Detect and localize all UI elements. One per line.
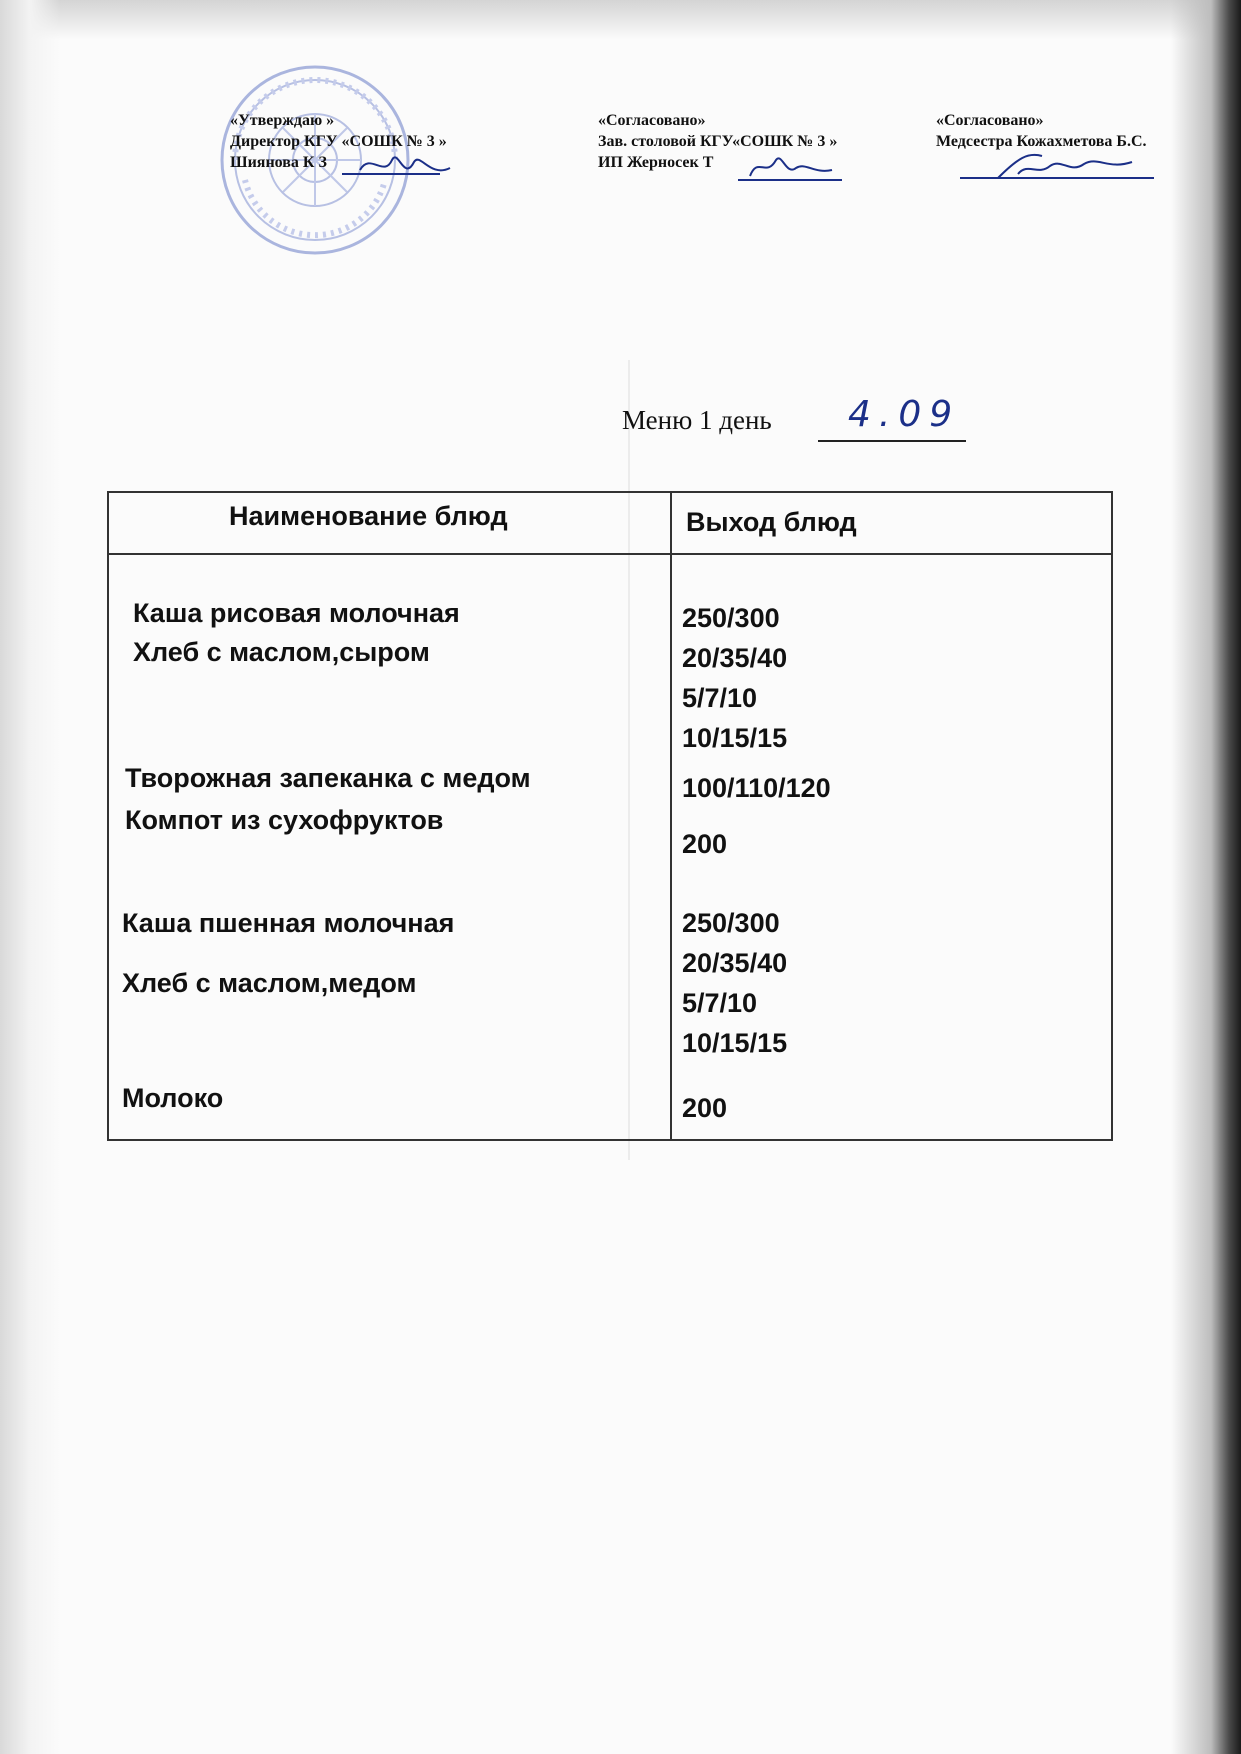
column-divider bbox=[670, 493, 672, 1139]
approval-title: «Согласовано» bbox=[598, 112, 706, 129]
header-dish-name: Наименование блюд bbox=[229, 501, 508, 531]
date-underline bbox=[818, 440, 966, 442]
scan-edge-right bbox=[1171, 0, 1241, 1754]
dish-output: 5/7/10 bbox=[682, 988, 758, 1018]
dish-output: 20/35/40 bbox=[682, 948, 788, 978]
approval-person: Шиянова К З bbox=[230, 154, 327, 171]
scan-edge-top bbox=[0, 0, 1241, 40]
dish-output: 20/35/40 bbox=[682, 643, 788, 673]
menu-table bbox=[107, 491, 1113, 1141]
menu-date-handwritten: 4.09 bbox=[848, 394, 961, 435]
director-signature-icon bbox=[340, 148, 460, 188]
approval-title: «Утверждаю » bbox=[230, 112, 335, 129]
approval-person: ИП Жерносек Т bbox=[598, 154, 714, 171]
approval-nurse bbox=[936, 110, 1147, 152]
header-divider bbox=[109, 553, 1111, 555]
dish-name: Молоко bbox=[122, 1083, 224, 1113]
canteen-signature-icon bbox=[736, 150, 846, 186]
dish-output: 250/300 bbox=[682, 908, 780, 938]
dish-name: Хлеб с маслом,медом bbox=[122, 968, 417, 998]
dish-name: Компот из сухофруктов bbox=[125, 805, 444, 835]
dish-output: 250/300 bbox=[682, 603, 780, 633]
header-output: Выход блюд bbox=[686, 507, 857, 537]
dish-output: 200 bbox=[682, 1093, 728, 1123]
dish-output: 10/15/15 bbox=[682, 723, 788, 753]
dish-output: 200 bbox=[682, 829, 728, 859]
approval-position: Медсестра Кожахметова Б.С. bbox=[936, 133, 1147, 150]
dish-output: 100/110/120 bbox=[682, 773, 831, 803]
dish-name: Творожная запеканка с медом bbox=[125, 763, 531, 793]
dish-name: Каша рисовая молочная bbox=[133, 598, 460, 628]
dish-name: Каша пшенная молочная bbox=[122, 908, 455, 938]
menu-title: Меню 1 день bbox=[622, 405, 772, 435]
dish-name: Хлеб с маслом,сыром bbox=[133, 637, 430, 667]
menu-date-field bbox=[818, 396, 966, 446]
approval-position: Зав. столовой КГУ«СОШК № 3 » bbox=[598, 133, 838, 150]
scan-edge-left bbox=[0, 0, 60, 1754]
approval-title: «Согласовано» bbox=[936, 112, 1044, 129]
approval-position: Директор КГУ «СОШК № 3 » bbox=[230, 133, 447, 150]
dish-output: 5/7/10 bbox=[682, 683, 758, 713]
nurse-signature-icon bbox=[958, 148, 1158, 188]
dish-output: 10/15/15 bbox=[682, 1028, 788, 1058]
